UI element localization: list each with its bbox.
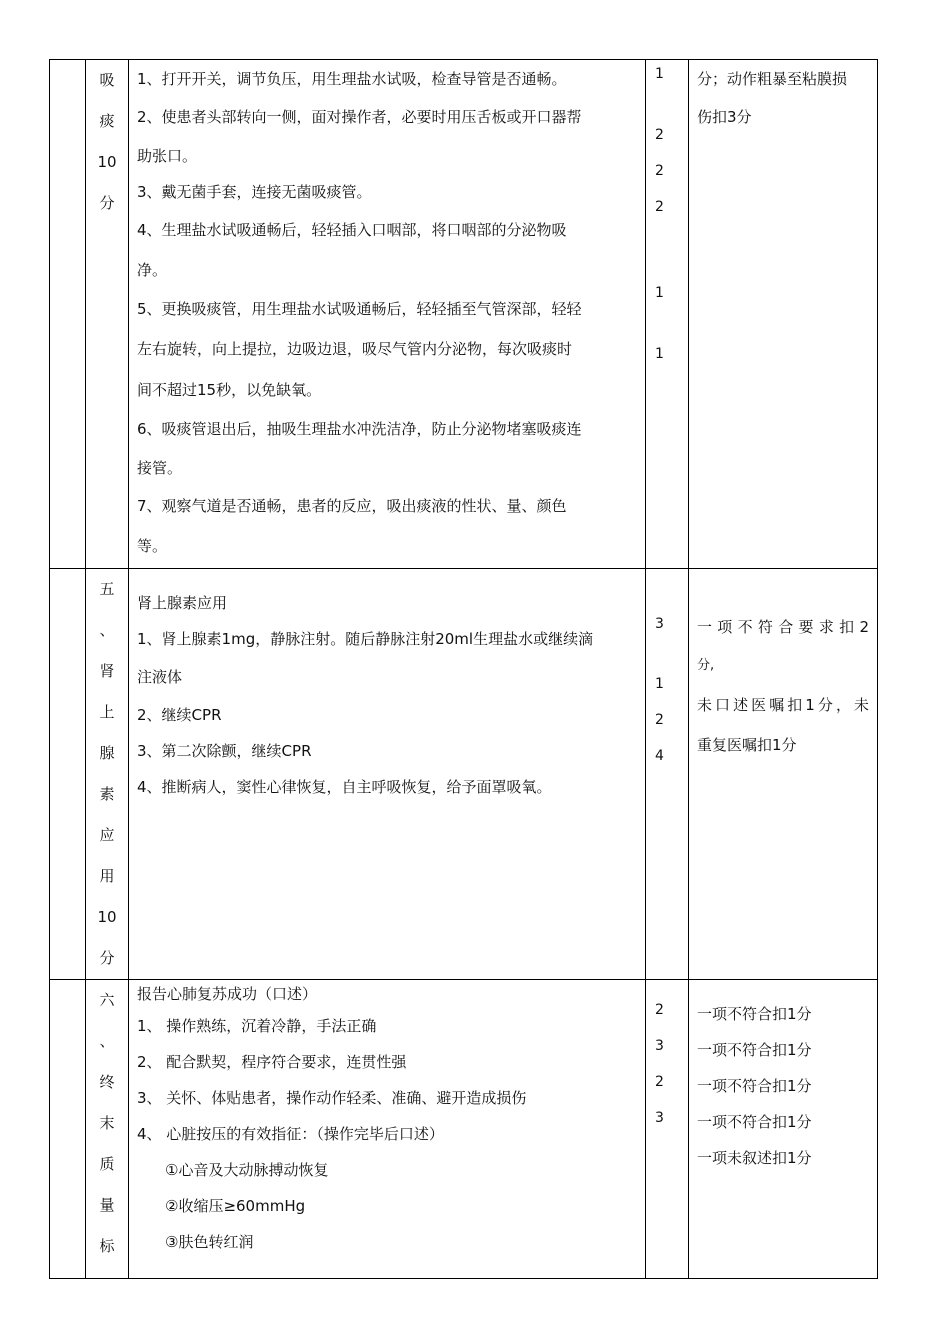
step-line: 4、推断病人，窦性心律恢复，自主呼吸恢复，给予面罩吸氧。: [137, 778, 552, 796]
label-char: 痰: [99, 112, 115, 130]
label-char: 分: [99, 194, 115, 212]
final-quality-scores: [646, 980, 689, 1279]
epinephrine-scores: [646, 569, 689, 980]
blank-cell: [50, 980, 86, 1279]
suction-notes: [689, 60, 878, 569]
epinephrine-steps: [129, 569, 646, 980]
step-line: 7、观察气道是否通畅，患者的反应，吸出痰液的性状、量、颜色: [137, 497, 567, 515]
step-line: 6、吸痰管退出后，抽吸生理盐水冲洗洁净，防止分泌物堵塞吸痰连: [137, 420, 582, 438]
score-value: 2: [655, 712, 664, 728]
score-value: 3: [655, 616, 664, 632]
step-line: 净。: [137, 261, 168, 279]
step-line: 注液体: [137, 668, 183, 686]
note-line: 一项不符合要求扣2: [697, 618, 869, 636]
note-line: 重复医嘱扣1分: [697, 736, 797, 754]
note-line: 分,: [697, 658, 715, 673]
section-label-suction: [86, 60, 129, 569]
blank-cell: [50, 569, 86, 980]
step-line: 左右旋转，向上提拉，边吸边退，吸尽气管内分泌物，每次吸痰时: [137, 340, 573, 358]
score-value: 2: [655, 1074, 664, 1090]
row-suction: [50, 60, 878, 569]
note-line: 一项不符合扣1分: [697, 1041, 812, 1059]
step-line: 1、打开开关，调节负压，用生理盐水试吸，检查导管是否通畅。: [137, 70, 567, 88]
label-char: 上: [99, 703, 115, 721]
note-line: 分；动作粗暴至粘膜损: [697, 70, 848, 88]
section-label-epinephrine: [86, 569, 129, 980]
sub-item: ②收缩压≥60mmHg: [165, 1197, 306, 1215]
label-char: 、: [99, 621, 115, 639]
step-line: 助张口。: [137, 147, 198, 165]
label-char: 分: [99, 949, 115, 967]
score-value: 4: [655, 748, 664, 764]
step-line: 4、生理盐水试吸通畅后，轻轻插入口咽部，将口咽部的分泌物吸: [137, 221, 567, 239]
step-line: 1、 操作熟练，沉着冷静，手法正确: [137, 1017, 377, 1035]
step-line: 3、 关怀、体贴患者，操作动作轻柔、准确、避开造成损伤: [137, 1089, 527, 1107]
label-char: 、: [99, 1032, 115, 1050]
step-line: 3、第二次除颤，继续CPR: [137, 742, 312, 760]
scoring-table: [49, 59, 878, 1279]
score-value: 2: [655, 163, 664, 179]
blank-cell: [50, 60, 86, 569]
label-char: 量: [99, 1196, 115, 1214]
score-value: 3: [655, 1038, 664, 1054]
note-line: 伤扣3分: [697, 108, 752, 126]
sub-item: ①心音及大动脉搏动恢复: [165, 1161, 329, 1179]
step-line: 2、使患者头部转向一侧，面对操作者，必要时用压舌板或开口器帮: [137, 108, 582, 126]
step-line: 3、戴无菌手套，连接无菌吸痰管。: [137, 183, 372, 201]
step-line: 接管。: [137, 459, 183, 477]
step-line: 1、肾上腺素1mg，静脉注射。随后静脉注射20ml生理盐水或继续滴: [137, 630, 594, 648]
score-value: 1: [655, 285, 664, 301]
step-line: 2、继续CPR: [137, 706, 222, 724]
label-char: 素: [99, 785, 115, 803]
label-char: 吸: [99, 71, 115, 89]
row-epinephrine: [50, 569, 878, 980]
step-line: 等。: [137, 537, 168, 555]
score-value: 3: [655, 1110, 664, 1126]
final-quality-notes: [689, 980, 878, 1279]
row-final-quality: [50, 980, 878, 1279]
note-line: 一项未叙述扣1分: [697, 1149, 812, 1167]
score-value: 2: [655, 127, 664, 143]
label-char: 末: [99, 1114, 115, 1132]
label-char: 10: [97, 908, 117, 926]
score-value: 1: [655, 66, 664, 82]
suction-steps: [129, 60, 646, 569]
label-char: 六: [99, 991, 115, 1009]
label-char: 质: [99, 1155, 115, 1173]
note-line: 一项不符合扣1分: [697, 1077, 812, 1095]
label-char: 终: [99, 1073, 115, 1091]
label-char: 腺: [99, 744, 115, 762]
score-value: 2: [655, 1002, 664, 1018]
label-char: 五: [99, 580, 115, 598]
label-char: 标: [99, 1237, 115, 1255]
step-line: 4、 心脏按压的有效指征：（操作完毕后口述）: [137, 1125, 444, 1143]
note-line: 一项不符合扣1分: [697, 1113, 812, 1131]
label-char: 肾: [99, 662, 115, 680]
note-line: 一项不符合扣1分: [697, 1005, 812, 1023]
section-label-final: [86, 980, 129, 1279]
step-line: 间不超过15秒，以免缺氧。: [137, 381, 322, 399]
step-line: 2、 配合默契，程序符合要求，连贯性强: [137, 1053, 407, 1071]
epinephrine-notes: [689, 569, 878, 980]
section-title: 报告心肺复苏成功（口述）: [137, 985, 318, 1003]
sub-item: ③肤色转红润: [165, 1233, 254, 1251]
final-quality-steps: [129, 980, 646, 1279]
score-value: 1: [655, 346, 664, 362]
section-title: 肾上腺素应用: [137, 594, 228, 612]
step-line: 5、更换吸痰管，用生理盐水试吸通畅后，轻轻插至气管深部，轻轻: [137, 300, 582, 318]
suction-scores: [646, 60, 689, 569]
label-char: 10: [97, 153, 117, 171]
label-char: 应: [99, 826, 115, 844]
label-char: 用: [99, 867, 115, 885]
note-line: 未口述医嘱扣1分，未: [697, 696, 869, 714]
score-value: 1: [655, 676, 664, 692]
score-value: 2: [655, 199, 664, 215]
